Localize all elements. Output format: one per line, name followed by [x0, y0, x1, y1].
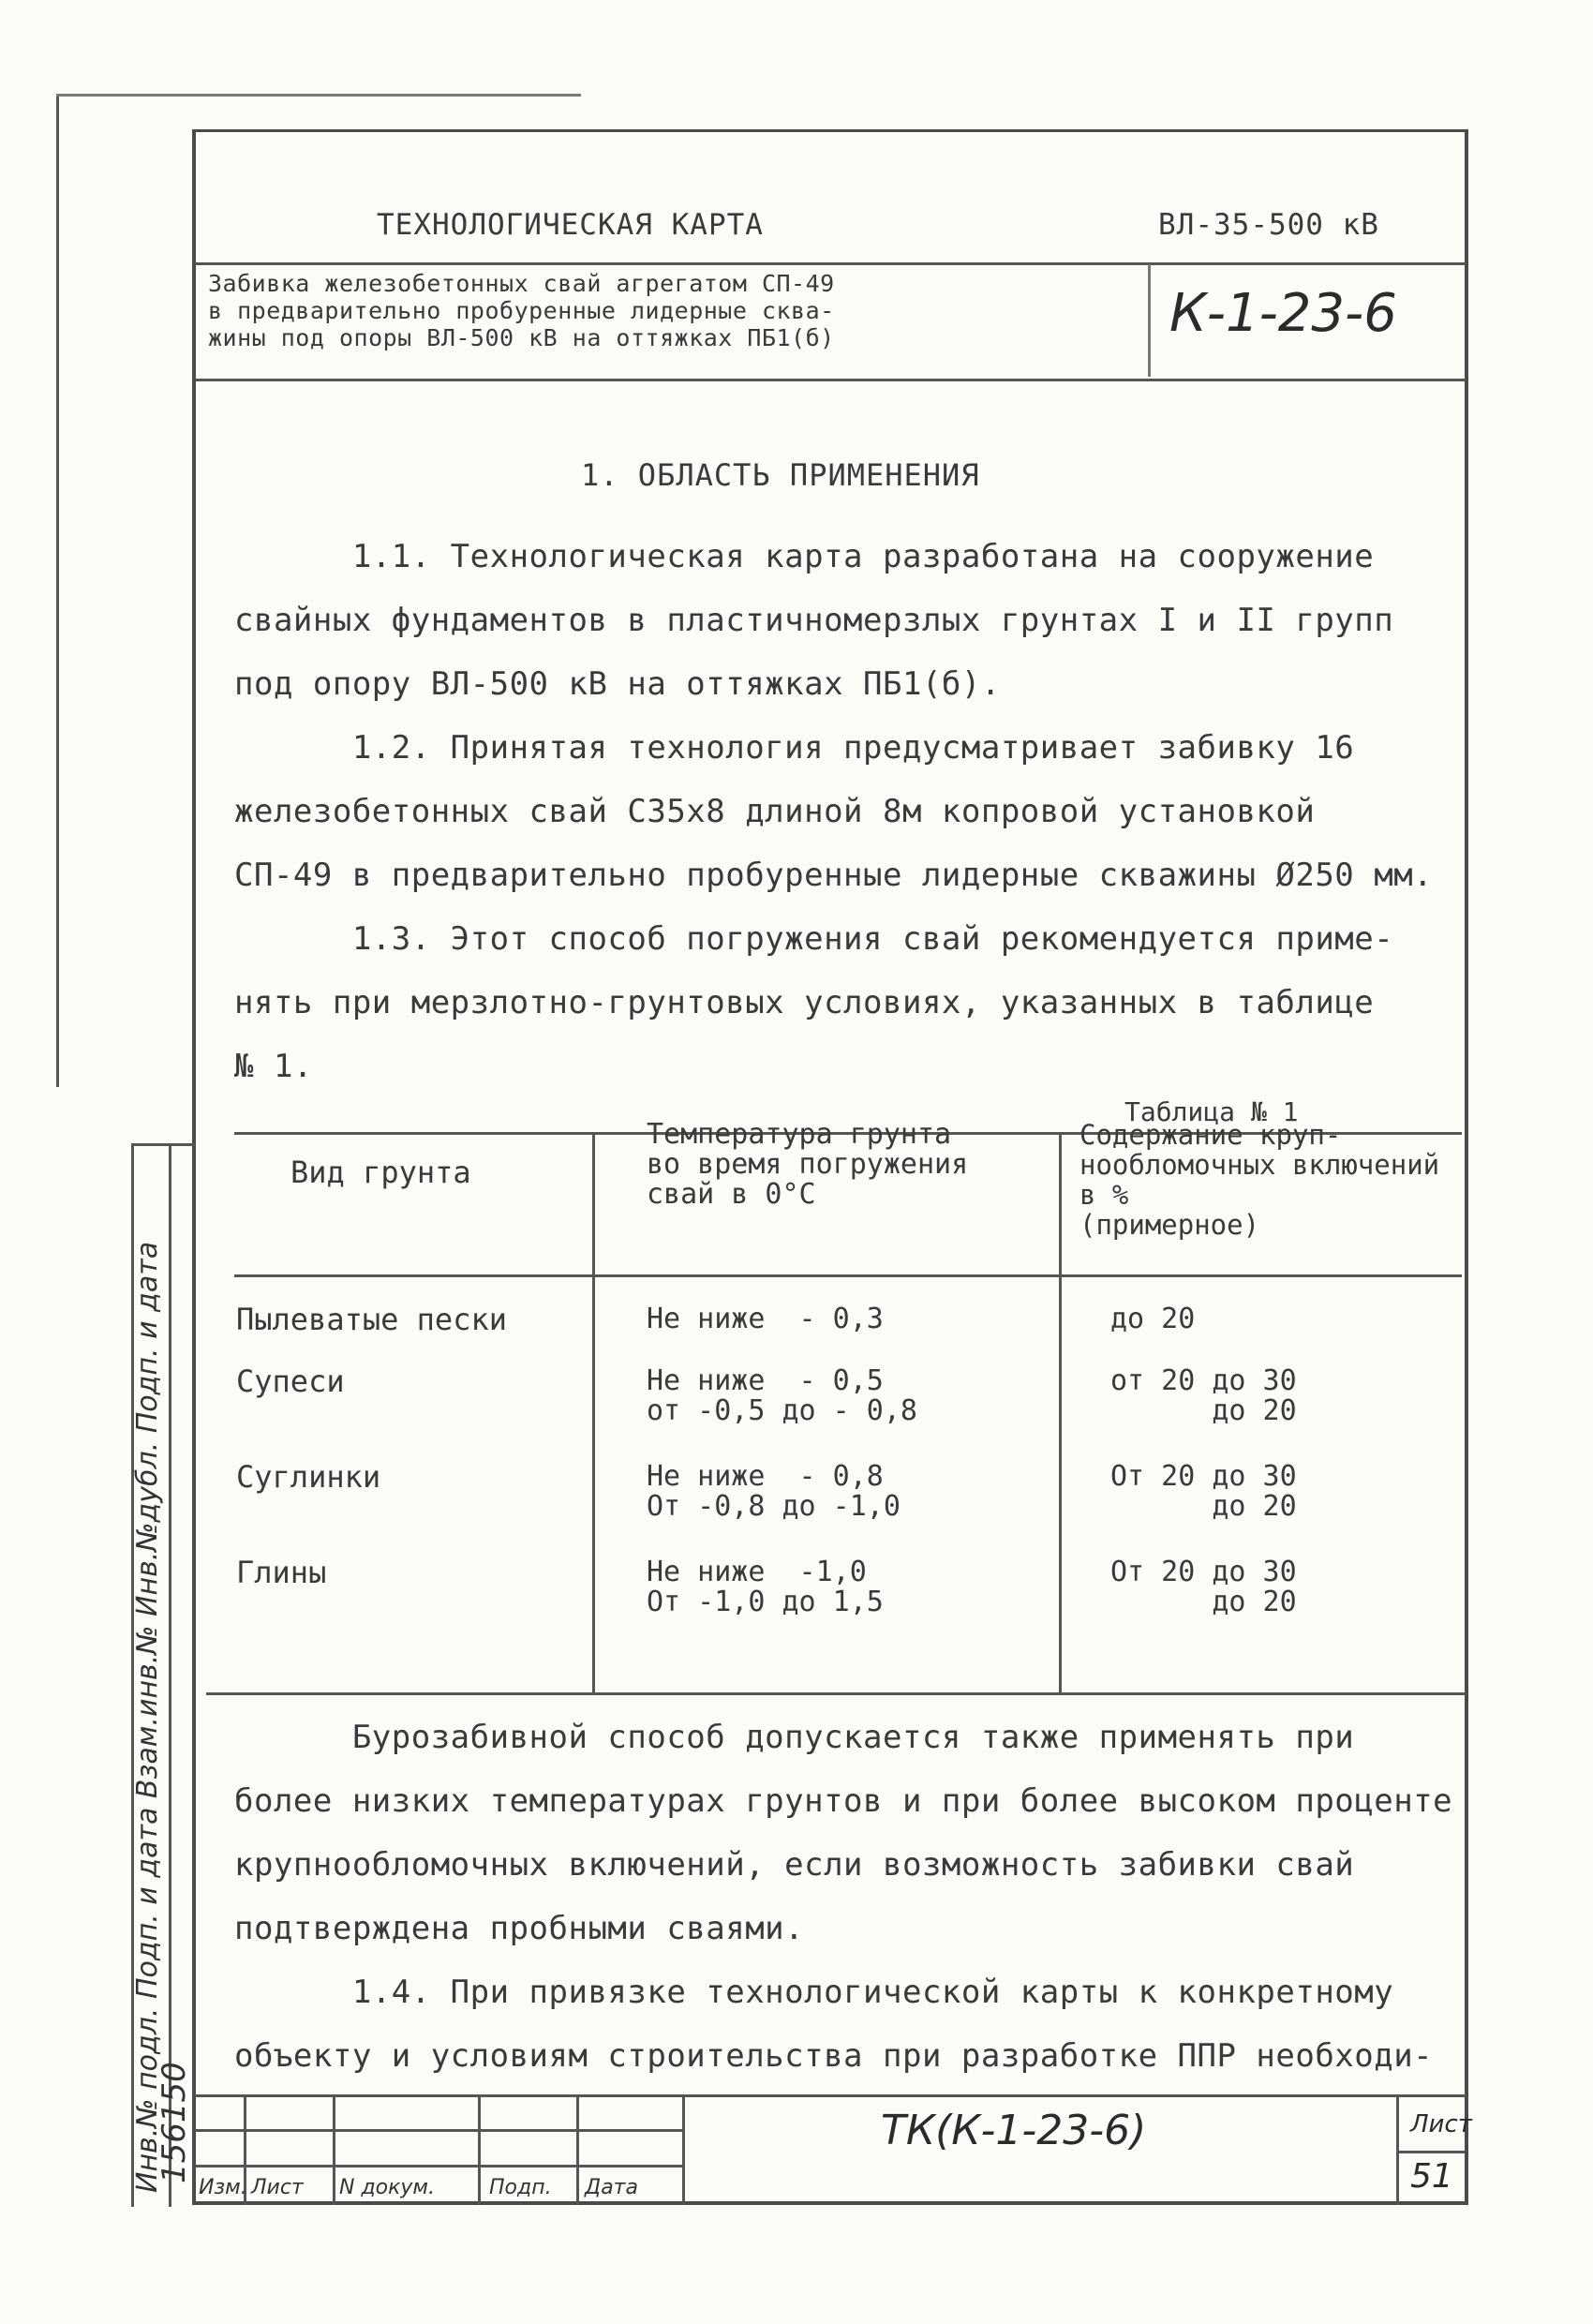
stamp-sheet-label: Лист	[1410, 2110, 1472, 2138]
table-cell-temp: Не ниже - 0,8 От -0,8 до -1,0	[647, 1460, 901, 1523]
text-line: 1.2. Принятая технология предусматривает забивку 16	[234, 729, 1355, 767]
text-line: № 1.	[234, 1048, 313, 1085]
text-line: 1.4. При привязке технологической карты к конкретному	[234, 1974, 1394, 2011]
text-line: железобетонных свай С35х8 длиной 8м копровой установкой	[234, 793, 1316, 830]
stamp-doc-code: ТК(К-1-23-6)	[881, 2107, 1147, 2154]
stamp-col-5	[682, 2094, 685, 2205]
text-line: 1.3. Этот способ погружения свай рекомендуется приме-	[234, 920, 1394, 958]
table-cell-temp: Не ниже - 0,3	[647, 1303, 884, 1335]
text-line: СП-49 в предварительно пробуренные лидерные скважины Ø250 мм.	[234, 857, 1434, 894]
stamp-row-line-2	[195, 2165, 682, 2168]
text-line: подтверждена пробными сваями.	[234, 1910, 805, 1947]
sidebar-line-2	[169, 1143, 171, 2207]
table-header-temp: Температура грунта во время погружения свай в 0°С	[647, 1118, 969, 1211]
header-divider-2	[195, 379, 1466, 381]
outer-top-border	[56, 94, 581, 97]
text-line: под опору ВЛ-500 кВ на оттяжках ПБ1(б).	[234, 665, 1001, 703]
section-heading: 1. ОБЛАСТЬ ПРИМЕНЕНИЯ	[581, 457, 980, 493]
header-divider-1	[195, 262, 1466, 265]
section-text-bottom	[234, 1706, 1452, 2088]
doc-type-title: ТЕХНОЛОГИЧЕСКАЯ КАРТА	[377, 208, 764, 242]
table-cell-soil: Супеси	[236, 1363, 345, 1399]
map-code: К-1-23-6	[1169, 283, 1397, 344]
work-description: Забивка железобетонных свай агрегатом СП-49 в предварительно пробуренные лидерные сква- жины под опоры ВЛ-500 кВ на оттяжках ПБ1(б)	[208, 270, 835, 351]
text-line: объекту и условиям строительства при разработке ППР необходи-	[234, 2037, 1434, 2075]
table-cell-temp: Не ниже - 0,5 от -0,5 до - 0,8	[647, 1364, 917, 1427]
stamp-sheet-number: 51	[1410, 2157, 1453, 2196]
table-col-divider-1	[592, 1132, 595, 1692]
stamp-label-ndoc: N докум.	[339, 2176, 436, 2199]
table-cell-temp: Не ниже -1,0 От -1,0 до 1,5	[647, 1556, 884, 1618]
table-cell-soil: Суглинки	[236, 1459, 381, 1495]
section-text-top	[234, 525, 1433, 1098]
text-line: более низких температурах грунтов и при более высоком проценте	[234, 1782, 1453, 1820]
table-cell-content: От 20 до 30 до 20	[1110, 1460, 1297, 1523]
stamp-row-line-1	[195, 2129, 682, 2132]
text-line: крупнообломочных включений, если возможность забивки свай	[234, 1846, 1355, 1884]
text-line: Бурозабивной способ допускается также применять при	[234, 1719, 1355, 1756]
stamp-label-izm: Изм.	[199, 2176, 247, 2199]
text-line: нять при мерзлотно-грунтовых условиях, указанных в таблице	[234, 984, 1375, 1021]
table-cell-soil: Пылеватые пески	[236, 1302, 507, 1337]
table-header-soil: Вид грунта	[290, 1155, 471, 1190]
stamp-sheet-line	[1396, 2151, 1466, 2153]
table-cell-content: до 20	[1110, 1303, 1196, 1335]
table-header-border	[234, 1274, 1462, 1277]
stamp-col-3	[478, 2094, 481, 2205]
table-cell-content: От 20 до 30 до 20	[1110, 1556, 1297, 1618]
table-col-divider-2	[1059, 1132, 1062, 1692]
text-line: 1.1. Технологическая карта разработана на сооружение	[234, 538, 1375, 575]
table-cell-soil: Глины	[236, 1555, 327, 1590]
table-bottom-border	[206, 1692, 1466, 1695]
stamp-sheet-divider	[1396, 2094, 1399, 2205]
sidebar-labels: Инв.№ подл. Подп. и дата Взам.инв.№ Инв.№дубл. Подп. и дата	[131, 1241, 164, 2193]
line-voltage: ВЛ-35-500 кВ	[1158, 208, 1379, 242]
stamp-label-podp: Подп.	[489, 2176, 552, 2199]
text-line: свайных фундаментов в пластичномерзлых грунтах I и II групп	[234, 602, 1394, 639]
sidebar-top-line	[131, 1143, 195, 1146]
stamp-col-4	[576, 2094, 579, 2205]
header-vertical-divider	[1148, 264, 1151, 377]
stamp-col-2	[333, 2094, 335, 2205]
stamp-label-data: Дата	[585, 2176, 638, 2199]
table-header-content: Содержание круп- нообломочных включений в % (примерное)	[1079, 1119, 1440, 1241]
table-caption: Таблица № 1	[1124, 1096, 1299, 1127]
stamp-label-list: Лист	[251, 2176, 304, 2199]
stamp-top-border	[195, 2094, 1466, 2097]
table-cell-content: от 20 до 30 до 20	[1110, 1364, 1297, 1427]
outer-left-border	[56, 94, 59, 1087]
sidebar-inventory-number: 156150	[156, 2062, 193, 2183]
